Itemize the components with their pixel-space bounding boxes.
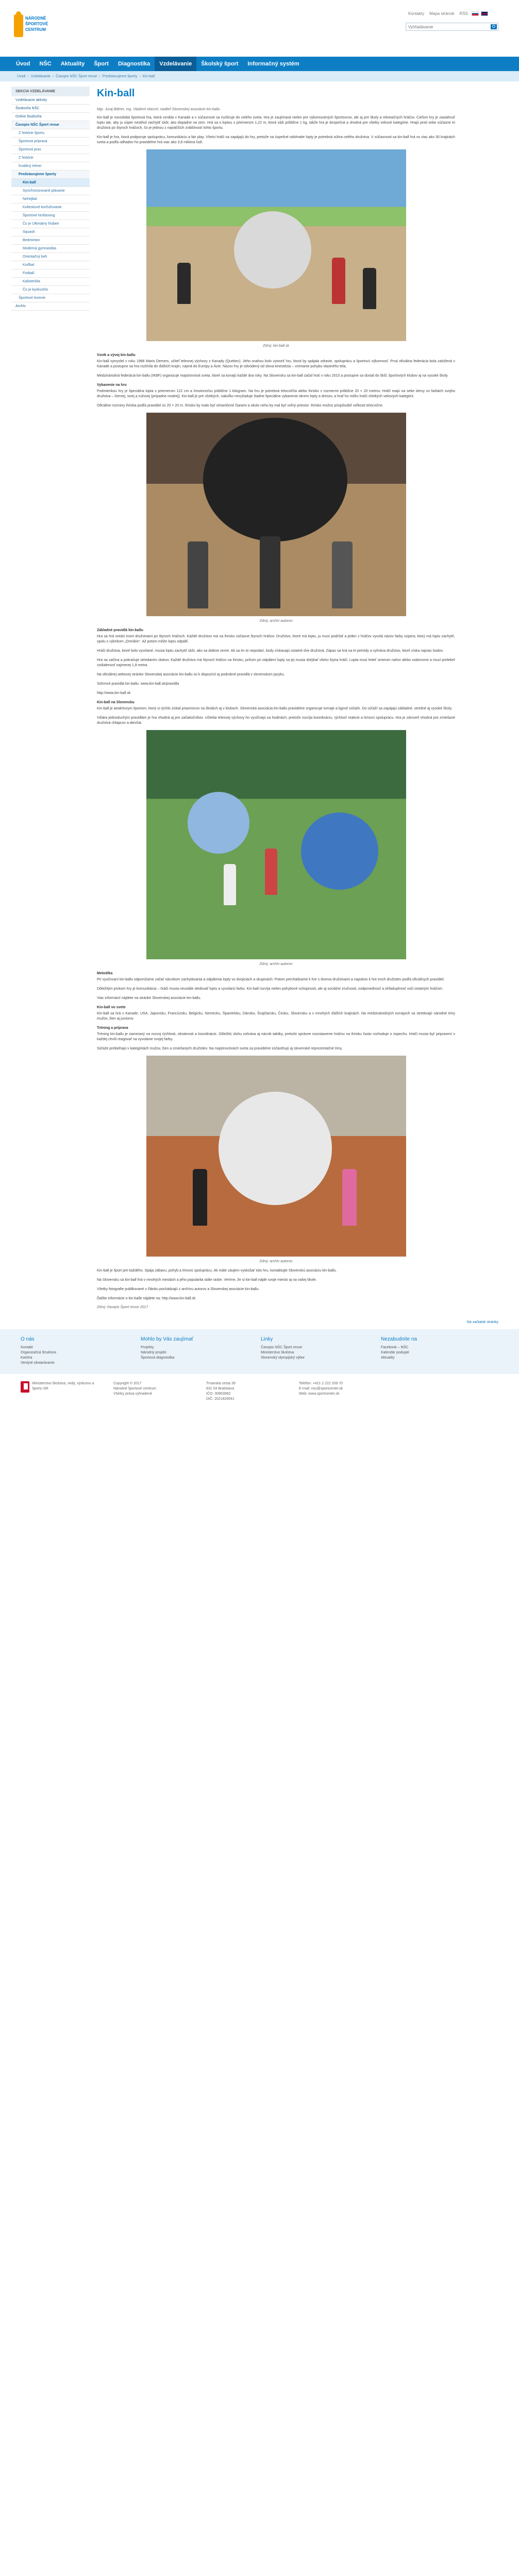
nav-item-sport[interactable]: Šport	[94, 61, 109, 67]
rules-link[interactable]: http://www.kin-ball.sk	[97, 691, 131, 695]
article-paragraph: Súhrnné pravidlá kin-ballu: www.kin-ball.sk/pravidla	[97, 682, 179, 686]
footer-link[interactable]: Športová diagnostika	[141, 1356, 175, 1360]
kin-ball-photo-2	[146, 413, 406, 616]
player-figure	[188, 541, 208, 608]
footer-link[interactable]: Kontakt	[21, 1346, 33, 1349]
footer-link[interactable]: Projekty	[141, 1346, 154, 1349]
article	[97, 87, 455, 1313]
sidebar-item[interactable]: Moderná gymnastika	[11, 245, 90, 253]
kin-ball-ball	[188, 792, 249, 854]
footer-address	[206, 1381, 283, 1402]
player-figure	[177, 263, 191, 304]
footer-column	[141, 1336, 246, 1366]
player-figure	[224, 864, 236, 905]
sidebar-heading: SEKCIA VZDELÁVANIE	[11, 87, 90, 96]
article-paragraph: Na Slovensku sa kin-ball hrá v mnohých mestách a jeho popularita stále rastie. Veríme, že si kin-ball nájde svoje miesto aj na vašej škole.	[97, 1278, 317, 1282]
sidebar-item[interactable]: Orientačný beh	[11, 253, 90, 261]
contact-line[interactable]: Web: www.sportcenter.sk	[299, 1392, 340, 1396]
sidebar-list	[11, 96, 90, 311]
breadcrumb-item-current: Kin-ball	[142, 74, 155, 78]
kin-ball-ball	[219, 1092, 332, 1205]
sidebar-item[interactable]: Študovňa NŠC	[11, 105, 90, 113]
player-figure	[260, 536, 280, 608]
logo-line-1: NÁRODNÉ	[25, 16, 46, 21]
footer-link[interactable]: Ministerstvo školstva	[261, 1351, 294, 1354]
article-figure-1	[97, 149, 455, 348]
kin-ball-photo-4	[146, 1056, 406, 1257]
nav-item-informacny-system[interactable]: Informačný systém	[247, 61, 299, 67]
sidebar-item[interactable]: Kvalitný tréner	[11, 162, 90, 171]
article-paragraph: Oficiálne rozmery ihriska podľa pravidiel sú 20 × 20 m. Ihrisko by malo byť ohraničené čiarami a okolo neho by mal byť voľný priestor. Ihrisko možno prispôsobiť veľkosti telocvične.	[97, 404, 383, 408]
figure-caption: Zdroj: archív autorov	[259, 619, 293, 623]
copyright-line: Národné športové centrum	[113, 1387, 156, 1391]
article-paragraph: Vďaka jednoduchým pravidlám je hra vhodná aj pre začiatočníkov. Učitelia telesnej výchovy ho využívajú na hodinách, pretože rozvíja koordináciu, rýchlosť reakcie a tímovú spoluprácu. Hra je zároveň vhodná pre zmiešané družstvá chlapcov a dievčat.	[97, 716, 455, 725]
footer-link[interactable]: Verejné obstarávanie	[21, 1361, 55, 1365]
player-figure	[193, 1169, 207, 1226]
article-paragraph: Hráči družstva, ktoré bolo vyvolané, musia loptu zachytiť skôr, ako sa dotkne zeme. Ak sa im to nepodarí, body získavajú ostatné dve družstvá. Zápas sa hrá na tri periódy a vyhráva družstvo, ktoré získa najviac bodov.	[97, 649, 444, 653]
section-heading: Tréning a príprava	[97, 1026, 128, 1030]
section-heading: Základné pravidlá kin-ballu	[97, 629, 143, 632]
content-wrap	[0, 81, 519, 1313]
article-paragraph: Na oficiálnej webovej stránke Slovenskej asociácie kin-ballu sú k dispozícii aj podrobné pravidlá v slovenskom jazyku.	[97, 673, 285, 676]
breadcrumb-item[interactable]: Úvod	[17, 74, 26, 78]
search-icon[interactable]	[491, 24, 497, 29]
footer-column	[381, 1336, 487, 1366]
breadcrumb-separator: ›	[52, 74, 54, 78]
contact-line[interactable]: E-mail: nsc@sportcenter.sk	[299, 1387, 343, 1391]
player-figure	[265, 849, 277, 895]
section-heading: Kin-ball vo svete	[97, 1006, 126, 1009]
kin-ball-ball	[203, 418, 347, 541]
sidebar-item[interactable]: Fistball	[11, 269, 90, 278]
search-input[interactable]	[406, 23, 489, 30]
article-figure-2	[97, 413, 455, 623]
article-source: Zdroj: časopis Šport revue 2017	[97, 1306, 148, 1309]
sidebar-item[interactable]: Športová prax	[11, 146, 90, 154]
article-paragraph: Tréning kin-ballu je zameraný na rozvoj rýchlosti, obratnosti a koordinácie. Dôležitú úlohu zohráva aj nácvik taktiky, pretože správne rozostavenie hráčov na ihrisku často rozhoduje o úspechu. Hráči musia byť pripravení v každej chvíli reagovať na vyvolanie svojej farby.	[97, 1032, 455, 1041]
nav-item-aktuality[interactable]: Aktuality	[60, 61, 85, 67]
player-figure	[332, 258, 345, 304]
breadcrumb-item[interactable]: Predstavujeme športy	[102, 74, 138, 78]
sidebar-item[interactable]: Squash	[11, 228, 90, 236]
article-paragraph: Kin-ball je hra, ktorá podporuje spoluprácu, komunikáciu a fair play. Všetci hráči sa zapájajú do hry, pretože na úspešné odohratie lopty je potrebná súhra celého družstva. V súčasnosti sa kin-ball hrá vo viac ako 30 krajinách sveta a podľa odhadov ho pravidelne hrá viac ako 3,8 milióna ľudí.	[97, 135, 455, 144]
back-to-top-link[interactable]: Na začiatok stránky	[466, 1320, 498, 1324]
article-paragraph: Súťaže prebiehajú v kategóriách mužov, žien a zmiešaných družstiev. Na majstrovstvách sveta sa pravidelne zúčastňujú aj slovenské reprezentačné tímy.	[97, 1047, 343, 1050]
kin-ball-ball	[234, 211, 311, 289]
article-figure-3	[97, 730, 455, 966]
slovak-flag-icon[interactable]	[472, 11, 479, 16]
sidebar-item[interactable]: Čo je Ultimátny frisbee	[11, 220, 90, 228]
nsc-logo[interactable]	[14, 11, 50, 41]
sidebar-item[interactable]: Čo je kyokushin	[11, 286, 90, 294]
copyright-line: Copyright © 2017	[113, 1382, 142, 1385]
article-author: Mgr. Juraj Bittner, Ing. Vladimír Marcel, riaditeľ Slovenskej asociácie kin-ballu	[97, 108, 220, 111]
article-paragraph: Hra sa hrá medzi tromi družstvami po štyroch hráčoch. Každé družstvo má na ihrisku súčasne štyroch hráčov. Družstvo, ktoré má loptu, ju musí podržať a jeden z hráčov vyvolá názov farby súpera, ktorý má loptu zachytiť, spolu s výkrikom „Omnikin“. Až potom môže loptu odpáliť.	[97, 635, 455, 643]
article-paragraph: Viac informácií nájdete na stránke Slovenskej asociácie kin-ballu.	[97, 996, 202, 1000]
footer-contact	[299, 1381, 376, 1397]
sidebar-item[interactable]: Časopis NŠC Šport revue	[11, 121, 90, 129]
sidebar-item[interactable]: Archív	[11, 302, 90, 311]
english-flag-icon[interactable]	[481, 11, 488, 16]
breadcrumb-separator: ›	[139, 74, 141, 78]
figure-caption: Zdroj: kin-ball.sk	[263, 344, 289, 348]
article-paragraph: Všetky fotografie publikované v článku pochádzajú z archívu autorov a Slovenskej asociácie kin-ballu.	[97, 1287, 260, 1291]
coat-of-arms-icon	[21, 1381, 29, 1393]
article-paragraph: Kin-ball je šport pre každého. Spája zábavu, pohyb a tímovú spoluprácu. Ak máte záujem vyskúšať túto hru, kontaktujte Slovenskú asociáciu kin-ballu.	[97, 1269, 337, 1273]
article-paragraph: Hra sa začína a pokračuje striedaním útokov. Každé družstvo má štyroch hráčov na ihrisku, pričom pri odpálení lopty sa jej musia dotýkať všetci štyria hráči. Lopta musí letieť smerom nahor alebo vodorovne a musí preletieť vzdialenosť najmenej 1,8 metra.	[97, 658, 455, 667]
sidebar-item[interactable]: Športové lezenie	[11, 294, 90, 302]
top-link-mapa[interactable]: Mapa stránok	[429, 11, 455, 16]
nav-item-skolsky-sport[interactable]: Školský šport	[201, 61, 239, 67]
section-heading: Metodika	[97, 972, 113, 975]
copyright-line: Všetky práva vyhradené	[113, 1392, 153, 1396]
footer-copyright	[113, 1381, 191, 1397]
footer-link[interactable]: Facebook – NŠC	[381, 1346, 409, 1349]
footer-column-title: Mohlo by Vás zaujímať	[141, 1336, 194, 1342]
article-paragraph: Pri vyučovaní kin-ballu odporúčame začať nácvikom zachytávania a odpálenia lopty vo dvojiciach a skupinách. Potom prechádzame k hre s dvoma družstvami a napokon k hre troch družstiev podľa oficiálnych pravidiel.	[97, 978, 445, 981]
sidebar-item[interactable]: Z histórie	[11, 154, 90, 162]
footer-link[interactable]: Aktuality	[381, 1356, 395, 1360]
breadcrumb-separator: ›	[27, 74, 29, 78]
footer-link[interactable]: Slovenský olympijský výbor	[261, 1356, 305, 1360]
nav-item-nsc[interactable]: NŠC	[39, 61, 52, 67]
nav-item-uvod[interactable]: Úvod	[16, 61, 30, 67]
address-line: DIČ: 2021829541	[206, 1397, 235, 1401]
footer-column-title: Linky	[261, 1336, 273, 1342]
kin-ball-ball	[301, 812, 378, 890]
logo-figure-icon	[14, 14, 23, 37]
section-heading: Kin-ball na Slovensku	[97, 701, 135, 704]
sidebar	[11, 87, 90, 1313]
sidebar-item[interactable]: Kin-ball	[11, 179, 90, 187]
sidebar-item[interactable]: Športová príprava	[11, 138, 90, 146]
logo-text	[25, 15, 48, 32]
breadcrumb-item[interactable]: Vzdelávanie	[30, 74, 51, 78]
breadcrumb-item[interactable]: Časopis NŠC Šport revue	[56, 74, 97, 78]
article-paragraph: Ďalšie informácie o kin-balle nájdete na: http://www.kin-ball.sk	[97, 1297, 196, 1300]
sidebar-item[interactable]: Z histórie športu	[11, 129, 90, 138]
top-link-kontakty[interactable]: Kontakty	[408, 11, 425, 16]
footer-column-title: O nás	[21, 1336, 35, 1342]
article-paragraph: Dôležitým prvkom hry je komunikácia – hráči musia neustále sledovať loptu a vyvolanú farbu. Kin-ball rozvíja nielen pohybové schopnosti, ale aj sociálne zručnosti, zodpovednosť a ohľaduplnosť voči ostatným hráčom.	[97, 987, 443, 991]
ministry-name: Ministerstvo školstva, vedy, výskumu a športu SR	[32, 1382, 94, 1391]
footer-link[interactable]: Časopis NŠC Šport revue	[261, 1346, 303, 1349]
kin-ball-photo-1	[146, 149, 406, 341]
sidebar-item[interactable]: Online študovňa	[11, 113, 90, 121]
contact-line: Telefón: +421 2 222 209 70	[299, 1382, 343, 1385]
player-figure	[363, 268, 376, 309]
nav-item-diagnostika[interactable]: Diagnostika	[118, 61, 150, 67]
kin-ball-photo-3	[146, 730, 406, 959]
article-paragraph: Kin-ball vymyslel v roku 1986 Mario Demers, učiteľ telesnej výchovy z Kanady (Quebec). Jeho snahou bolo vytvoriť hru, ktorá by spájala zdravie, spoluprácu a športovú výkonnosť. Prvá oficiálna federácia bola založená v Kanade a postupne sa hra rozšírila do ďalších krajín, najmä do Európy a Ázie. Názov hry je odvodený od slova kinestézia – vnímanie pohybu vlastného tela.	[97, 360, 455, 368]
footer-column-title: Nezabudnite na	[381, 1336, 417, 1342]
footer-link[interactable]: Kariéra	[21, 1356, 32, 1360]
address-line: Trnavská cesta 39	[206, 1382, 236, 1385]
sidebar-item[interactable]: Nohejbal	[11, 195, 90, 204]
article-figure-4	[97, 1056, 455, 1263]
section-heading: Vznik a vývoj kin-ballu	[97, 353, 136, 357]
footer-bottom	[0, 1374, 519, 1415]
sidebar-item[interactable]: Kalistenika	[11, 278, 90, 286]
nav-item-vzdelavanie[interactable]: Vzdelávanie	[155, 57, 196, 71]
address-line: IČO: 30853982	[206, 1392, 231, 1396]
footer-link[interactable]: Národný projekt	[141, 1351, 166, 1354]
section-heading: Vybavenie na hru	[97, 383, 127, 387]
article-paragraph: Kin-ball sa hrá v Kanade, USA, Japonsku, Francúzsku, Belgicku, Nemecku, Španielsku, Dánsku, Švajčiarsku, Česku, Slovensku a v mnohých ďalších krajinách. Na medzinárodných turnajoch sa stretávajú národné tímy mužov, žien aj juniorov.	[97, 1012, 455, 1021]
figure-caption: Zdroj: archív autorov	[259, 962, 293, 966]
sidebar-item[interactable]: Predstavujeme športy	[11, 171, 90, 179]
footer-column	[261, 1336, 366, 1366]
address-line: 831 04 Bratislava	[206, 1387, 235, 1391]
sidebar-item[interactable]: Bedminton	[11, 236, 90, 245]
header	[0, 0, 519, 57]
main-nav	[0, 57, 519, 71]
player-figure	[342, 1169, 357, 1226]
player-figure	[332, 541, 353, 608]
top-link-rss[interactable]: RSS	[459, 11, 468, 16]
top-links	[407, 11, 488, 16]
page-title: Kin-ball	[97, 88, 135, 99]
article-paragraph: Podmienkou hry je špeciálna lopta s priemerom 122 cm a hmotnosťou približne 1 kilogram. Na hru je potrebná telocvičňa alebo ihrisko s rozmermi približne 20 × 20 metrov. Hráči majú na sebe dresy vo farbách svojho družstva – čiernej, sivej a ružovej (prípadne modrej). Kin-ball je pre všetkých, nakoľko nevyžaduje žiadne špeciálne vybavenie okrem lopty a dresov, a hrať ho môžu hráči všetkých vekových kategórií.	[97, 389, 455, 398]
article-paragraph: Medzinárodná federácia kin-ballu (IKBF) organizuje majstrovstvá sveta, ktoré sa konajú každé dva roky. Na Slovensku sa kin-ball začal hrať v roku 2010 a postupne sa dostal do škôl, športových klubov aj na vysoké školy.	[97, 374, 449, 378]
article-paragraph: Kin-ball je atraktívnym športom, ktorý si rýchlo získal priaznivcov na školách aj v kluboch. Slovenská asociácia kin-ballu pravidelne organizuje turnaje a ligové súťaže. Do súťaží sa zapájajú základné, stredné aj vysoké školy.	[97, 707, 453, 710]
breadcrumb-separator: ›	[99, 74, 101, 78]
sidebar-item[interactable]: Športové kickboxing	[11, 212, 90, 220]
search-box	[406, 23, 498, 31]
footer-links	[0, 1329, 519, 1374]
sidebar-item[interactable]: Kolieskové korčuľovanie	[11, 204, 90, 212]
figure-caption: Zdroj: archív autorov	[259, 1260, 293, 1263]
logo-line-3: CENTRUM	[25, 27, 46, 32]
ministry-logo[interactable]	[21, 1381, 98, 1393]
footer-link[interactable]: Organizačná štruktúra	[21, 1351, 56, 1354]
breadcrumb	[0, 71, 519, 81]
footer-link[interactable]: Kalendár podujatí	[381, 1351, 409, 1354]
sidebar-item[interactable]: Synchronizované plávanie	[11, 187, 90, 195]
sidebar-item[interactable]: Vzdelávacie aktivity	[11, 96, 90, 105]
footer-column	[21, 1336, 126, 1366]
sidebar-item[interactable]: Korfbal	[11, 261, 90, 269]
article-paragraph: Kin-ball je novodobá športová hra, ktorá vznikla v Kanade a v súčasnosti sa rozširuje do celého sveta. Hra je zaujímavá nielen pre výkonnostných športovcov, ale aj pre školy a rekreačných hráčov. Cieľom hry je zasiahnuť loptu tak, aby ju súper nestihol zachytiť skôr, ako dopadne na zem. Hrá sa s loptou s priemerom 1,22 m, ktorá váži približne 1 kg, takže hra je bezpečná a vhodná pre všetky vekové kategórie. Hrajú proti sebe súčasne tri družstvá po štyroch hráčoch, čo je jednou z najväčších zvláštností tohto športu.	[97, 116, 455, 130]
logo-line-2: ŠPORTOVÉ	[25, 22, 48, 26]
